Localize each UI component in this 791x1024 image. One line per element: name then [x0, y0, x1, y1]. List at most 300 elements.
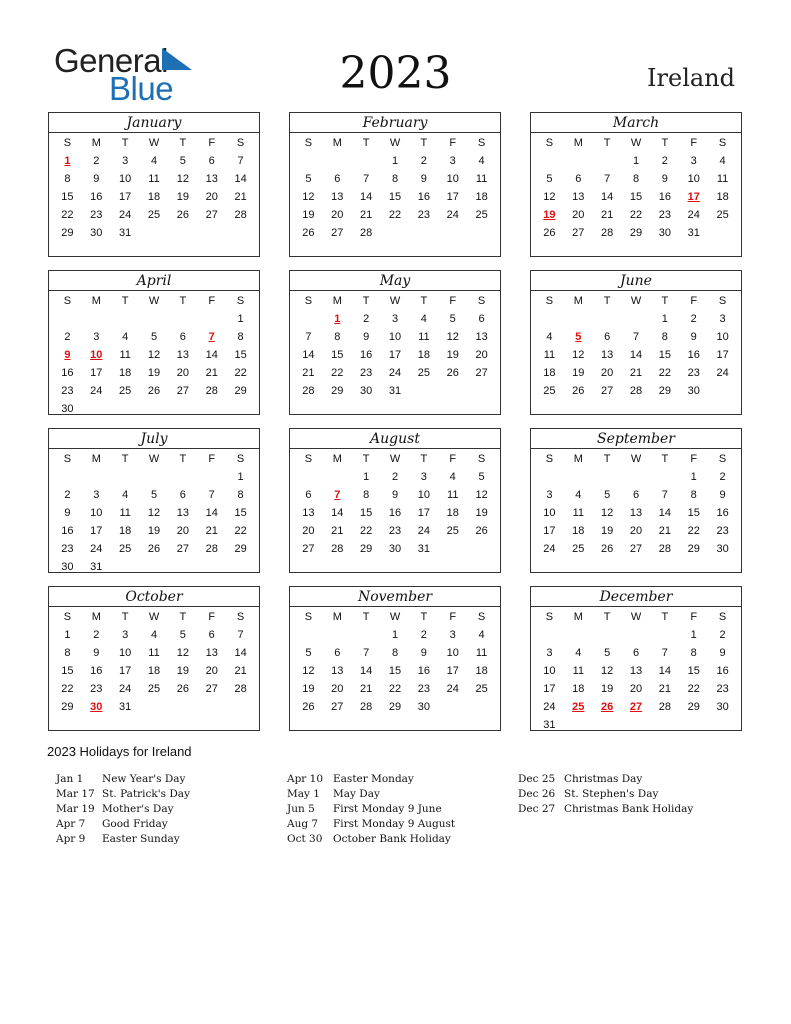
weekday-label: M	[573, 295, 583, 307]
day-cell: 17	[90, 367, 103, 379]
weekday-label: W	[630, 295, 642, 307]
holiday-day-cell: 26	[601, 701, 614, 713]
week-row	[531, 382, 741, 400]
day-cell: 12	[601, 507, 614, 519]
day-cell: 26	[475, 525, 488, 537]
weekday-label: T	[121, 137, 129, 149]
empty-day-cell	[111, 400, 140, 418]
week-row	[290, 310, 500, 328]
empty-day-cell	[82, 468, 111, 486]
weekday-header-row	[290, 609, 500, 626]
week-row	[531, 206, 741, 224]
day-cell: 11	[543, 349, 556, 361]
weekday-label: T	[362, 137, 370, 149]
month-name: May	[290, 271, 500, 291]
day-cell: 9	[719, 489, 726, 501]
day-cell: 29	[234, 543, 247, 555]
day-cell: 22	[360, 525, 373, 537]
day-cell: 28	[234, 209, 247, 221]
day-cell: 12	[147, 507, 161, 519]
day-cell: 30	[716, 701, 729, 713]
day-cell: 21	[658, 683, 671, 695]
week-row	[531, 346, 741, 364]
day-cell: 23	[417, 683, 430, 695]
empty-day-cell	[708, 224, 737, 242]
month-name: April	[49, 271, 259, 291]
empty-day-cell	[53, 310, 82, 328]
weekday-label: T	[661, 453, 669, 465]
weekday-label: T	[420, 611, 428, 623]
day-cell: 9	[420, 647, 427, 659]
day-cell: 13	[176, 507, 189, 519]
empty-day-cell	[323, 626, 352, 644]
day-cell: 13	[629, 507, 643, 519]
weekday-label: S	[477, 453, 486, 465]
day-cell: 12	[302, 665, 315, 677]
week-row	[290, 698, 500, 716]
day-cell: 24	[119, 209, 132, 221]
day-cell: 2	[719, 629, 726, 641]
day-cell: 20	[331, 683, 344, 695]
day-cell: 7	[632, 331, 640, 343]
week-row	[49, 626, 259, 644]
week-row	[49, 152, 259, 170]
week-row	[49, 328, 259, 346]
day-cell: 19	[572, 367, 585, 379]
day-cell: 12	[543, 191, 556, 203]
empty-day-cell	[409, 382, 438, 400]
weekday-header-row	[49, 135, 259, 152]
day-cell: 23	[90, 209, 103, 221]
day-cell: 26	[176, 683, 189, 695]
day-cell: 9	[719, 647, 726, 659]
empty-day-cell	[226, 400, 255, 418]
holiday-day-cell: 17	[687, 191, 700, 203]
day-cell: 20	[475, 349, 488, 361]
day-cell: 10	[543, 665, 556, 677]
week-row	[290, 382, 500, 400]
day-cell: 17	[446, 665, 459, 677]
weekday-label: T	[420, 137, 428, 149]
weekday-header-row	[290, 451, 500, 468]
day-cell: 1	[391, 155, 399, 167]
week-row	[290, 680, 500, 698]
day-cell: 23	[360, 367, 373, 379]
empty-day-cell	[708, 716, 737, 734]
day-cell: 13	[331, 665, 344, 677]
holiday-day-cell: 27	[629, 701, 643, 713]
day-cell: 22	[658, 367, 671, 379]
day-cell: 8	[391, 173, 399, 185]
empty-day-cell	[593, 626, 622, 644]
weekday-label: W	[389, 453, 401, 465]
weekday-label: M	[573, 611, 583, 623]
day-cell: 27	[572, 227, 585, 239]
day-cell: 18	[572, 525, 585, 537]
empty-day-cell	[564, 310, 593, 328]
day-cell: 13	[205, 173, 218, 185]
month-august	[289, 428, 501, 573]
empty-day-cell	[564, 716, 593, 734]
day-cell: 30	[687, 385, 700, 397]
day-cell: 20	[629, 683, 643, 695]
weekday-label: F	[690, 295, 698, 307]
weekday-label: M	[332, 137, 342, 149]
week-row	[49, 698, 259, 716]
day-cell: 21	[331, 525, 344, 537]
weekday-label: F	[690, 137, 698, 149]
day-cell: 4	[575, 489, 582, 501]
week-row	[49, 346, 259, 364]
day-cell: 12	[601, 665, 614, 677]
logo-general-text: General	[54, 42, 168, 79]
day-cell: 12	[302, 191, 315, 203]
weekday-label: S	[304, 611, 313, 623]
day-cell: 18	[446, 507, 459, 519]
holiday-date: Apr 10	[287, 773, 324, 785]
day-cell: 29	[360, 543, 373, 555]
day-cell: 14	[658, 507, 671, 519]
empty-day-cell	[564, 152, 593, 170]
day-cell: 9	[93, 647, 100, 659]
empty-day-cell	[197, 698, 226, 716]
weekday-header-row	[49, 609, 259, 626]
day-cell: 15	[61, 191, 74, 203]
week-row	[531, 626, 741, 644]
weekday-label: T	[179, 611, 187, 623]
week-row	[49, 662, 259, 680]
day-cell: 1	[391, 629, 399, 641]
weekday-label: S	[304, 453, 313, 465]
week-row	[531, 188, 741, 206]
day-cell: 20	[601, 367, 614, 379]
empty-day-cell	[294, 310, 323, 328]
logo-blue-text: Blue	[109, 70, 174, 107]
day-cell: 12	[446, 331, 459, 343]
weekday-label: T	[179, 453, 187, 465]
day-cell: 6	[604, 331, 611, 343]
weekday-label: F	[449, 611, 457, 623]
day-cell: 16	[90, 665, 103, 677]
day-cell: 19	[601, 683, 614, 695]
day-cell: 8	[363, 489, 370, 501]
holiday-date: Oct 30	[287, 833, 323, 845]
day-cell: 10	[446, 173, 459, 185]
day-cell: 30	[716, 543, 729, 555]
holiday-name: May Day	[333, 788, 380, 800]
week-row	[49, 558, 259, 576]
empty-day-cell	[111, 468, 140, 486]
weekday-label: T	[603, 611, 611, 623]
holiday-date: Aug 7	[287, 818, 319, 830]
day-cell: 27	[629, 543, 643, 555]
empty-day-cell	[535, 310, 564, 328]
empty-day-cell	[197, 558, 226, 576]
empty-day-cell	[168, 468, 197, 486]
day-cell: 5	[604, 647, 611, 659]
day-cell: 23	[61, 543, 74, 555]
day-cell: 4	[546, 331, 553, 343]
weekday-label: T	[121, 453, 129, 465]
weekday-label: T	[362, 295, 370, 307]
day-cell: 6	[208, 629, 215, 641]
day-cell: 10	[716, 331, 729, 343]
empty-day-cell	[467, 382, 496, 400]
month-february	[289, 112, 501, 257]
empty-day-cell	[226, 558, 255, 576]
week-row	[531, 328, 741, 346]
day-cell: 2	[719, 471, 726, 483]
week-row	[531, 662, 741, 680]
day-cell: 25	[446, 525, 459, 537]
day-cell: 31	[388, 385, 402, 397]
day-cell: 25	[147, 209, 161, 221]
day-cell: 29	[629, 227, 643, 239]
day-cell: 28	[360, 227, 373, 239]
holiday-item	[56, 817, 190, 832]
empty-day-cell	[82, 400, 111, 418]
day-cell: 16	[716, 507, 729, 519]
day-cell: 28	[205, 385, 218, 397]
month-november	[289, 586, 501, 731]
day-cell: 14	[331, 507, 344, 519]
week-row	[49, 382, 259, 400]
weekday-label: T	[603, 295, 611, 307]
week-row	[49, 540, 259, 558]
weekday-label: M	[91, 453, 101, 465]
day-cell: 22	[331, 367, 344, 379]
day-cell: 23	[388, 525, 402, 537]
day-cell: 9	[391, 489, 399, 501]
day-cell: 11	[418, 331, 430, 343]
empty-day-cell	[168, 400, 197, 418]
empty-day-cell	[197, 310, 226, 328]
day-cell: 13	[629, 665, 643, 677]
holidays-column	[56, 772, 190, 847]
week-row	[531, 680, 741, 698]
day-cell: 15	[234, 349, 247, 361]
day-cell: 7	[237, 155, 244, 167]
day-cell: 9	[64, 507, 71, 519]
weekday-header-row	[531, 293, 741, 310]
weekday-label: M	[91, 295, 101, 307]
day-cell: 15	[388, 191, 402, 203]
week-row	[290, 522, 500, 540]
day-cell: 6	[632, 489, 640, 501]
day-cell: 11	[148, 173, 160, 185]
day-cell: 12	[475, 489, 488, 501]
day-cell: 3	[719, 313, 726, 325]
week-row	[531, 698, 741, 716]
holiday-item	[56, 832, 190, 847]
day-cell: 1	[237, 313, 244, 325]
day-cell: 7	[363, 647, 370, 659]
weekday-label: W	[389, 611, 401, 623]
day-cell: 5	[449, 313, 456, 325]
day-cell: 20	[302, 525, 315, 537]
day-cell: 4	[420, 313, 427, 325]
day-cell: 8	[237, 331, 244, 343]
day-cell: 22	[687, 683, 700, 695]
day-cell: 22	[687, 525, 700, 537]
empty-day-cell	[622, 310, 651, 328]
day-cell: 2	[93, 155, 100, 167]
month-name: June	[531, 271, 741, 291]
holiday-date: Dec 25	[518, 773, 556, 785]
day-cell: 2	[420, 629, 427, 641]
holiday-item	[287, 787, 455, 802]
day-cell: 19	[147, 525, 161, 537]
day-cell: 2	[661, 155, 668, 167]
day-cell: 16	[90, 191, 103, 203]
week-row	[290, 486, 500, 504]
empty-day-cell	[535, 152, 564, 170]
day-cell: 1	[363, 471, 370, 483]
day-cell: 27	[205, 683, 218, 695]
empty-day-cell	[564, 468, 593, 486]
day-cell: 27	[205, 209, 218, 221]
day-cell: 26	[147, 385, 161, 397]
day-cell: 8	[690, 647, 697, 659]
day-cell: 27	[331, 701, 344, 713]
day-cell: 9	[661, 173, 668, 185]
day-cell: 5	[179, 629, 186, 641]
holiday-name: St. Stephen's Day	[564, 788, 659, 800]
day-cell: 19	[176, 665, 189, 677]
month-name: October	[49, 587, 259, 607]
day-cell: 31	[119, 701, 132, 713]
day-cell: 3	[546, 489, 553, 501]
week-row	[49, 206, 259, 224]
empty-day-cell	[168, 310, 197, 328]
day-cell: 3	[391, 313, 399, 325]
week-row	[290, 170, 500, 188]
holiday-day-cell: 19	[543, 209, 556, 221]
empty-day-cell	[438, 224, 467, 242]
day-cell: 12	[176, 647, 189, 659]
day-cell: 29	[331, 385, 344, 397]
empty-day-cell	[467, 698, 496, 716]
day-cell: 26	[147, 543, 161, 555]
day-cell: 1	[661, 313, 668, 325]
week-row	[290, 328, 500, 346]
day-cell: 26	[543, 227, 556, 239]
day-cell: 28	[205, 543, 218, 555]
day-cell: 19	[147, 367, 161, 379]
empty-day-cell	[593, 716, 622, 734]
day-cell: 11	[119, 507, 131, 519]
day-cell: 10	[417, 489, 430, 501]
holiday-day-cell: 10	[90, 349, 103, 361]
day-cell: 7	[604, 173, 611, 185]
day-cell: 15	[629, 191, 643, 203]
day-cell: 13	[572, 191, 585, 203]
day-cell: 2	[64, 331, 71, 343]
day-cell: 18	[119, 367, 132, 379]
day-cell: 4	[122, 331, 129, 343]
weekday-label: W	[148, 295, 160, 307]
day-cell: 26	[302, 227, 315, 239]
day-cell: 21	[205, 367, 218, 379]
day-cell: 25	[475, 209, 488, 221]
empty-day-cell	[140, 310, 169, 328]
weekday-label: W	[389, 295, 401, 307]
week-row	[290, 224, 500, 242]
day-cell: 1	[237, 471, 244, 483]
empty-day-cell	[438, 698, 467, 716]
weekday-label: T	[362, 453, 370, 465]
day-cell: 2	[420, 155, 427, 167]
day-cell: 29	[388, 701, 402, 713]
weekday-label: T	[179, 137, 187, 149]
day-cell: 28	[601, 227, 614, 239]
day-cell: 26	[302, 701, 315, 713]
day-cell: 5	[150, 489, 158, 501]
day-cell: 17	[119, 191, 132, 203]
day-cell: 4	[150, 155, 158, 167]
day-cell: 13	[475, 331, 488, 343]
month-name: November	[290, 587, 500, 607]
day-cell: 7	[661, 489, 668, 501]
holiday-item	[56, 787, 190, 802]
holiday-date: Dec 26	[518, 788, 556, 800]
day-cell: 6	[632, 647, 640, 659]
day-cell: 4	[150, 629, 158, 641]
weekday-label: T	[661, 137, 669, 149]
day-cell: 30	[90, 227, 103, 239]
holiday-item	[56, 802, 190, 817]
day-cell: 25	[417, 367, 430, 379]
week-row	[290, 540, 500, 558]
holiday-name: Christmas Bank Holiday	[564, 803, 694, 815]
month-name: September	[531, 429, 741, 449]
day-cell: 14	[205, 349, 218, 361]
day-cell: 5	[305, 647, 312, 659]
week-row	[49, 170, 259, 188]
week-row	[531, 504, 741, 522]
weekday-label: T	[420, 295, 428, 307]
day-cell: 16	[360, 349, 373, 361]
weekday-header-row	[290, 135, 500, 152]
empty-day-cell	[226, 698, 255, 716]
day-cell: 22	[388, 209, 402, 221]
day-cell: 11	[475, 647, 488, 659]
day-cell: 2	[64, 489, 71, 501]
weekday-label: S	[236, 453, 245, 465]
day-cell: 15	[234, 507, 247, 519]
holiday-item	[518, 802, 693, 817]
week-row	[49, 468, 259, 486]
day-cell: 15	[360, 507, 373, 519]
week-row	[531, 468, 741, 486]
empty-day-cell	[197, 400, 226, 418]
day-cell: 2	[690, 313, 697, 325]
day-cell: 31	[687, 227, 700, 239]
week-row	[531, 310, 741, 328]
empty-day-cell	[679, 716, 708, 734]
empty-day-cell	[323, 468, 352, 486]
week-row	[49, 680, 259, 698]
week-row	[531, 152, 741, 170]
day-cell: 16	[417, 665, 430, 677]
day-cell: 6	[305, 489, 312, 501]
day-cell: 30	[417, 701, 430, 713]
month-january	[48, 112, 260, 257]
weekday-label: T	[420, 453, 428, 465]
empty-day-cell	[140, 400, 169, 418]
day-cell: 20	[331, 209, 344, 221]
day-cell: 18	[475, 665, 488, 677]
